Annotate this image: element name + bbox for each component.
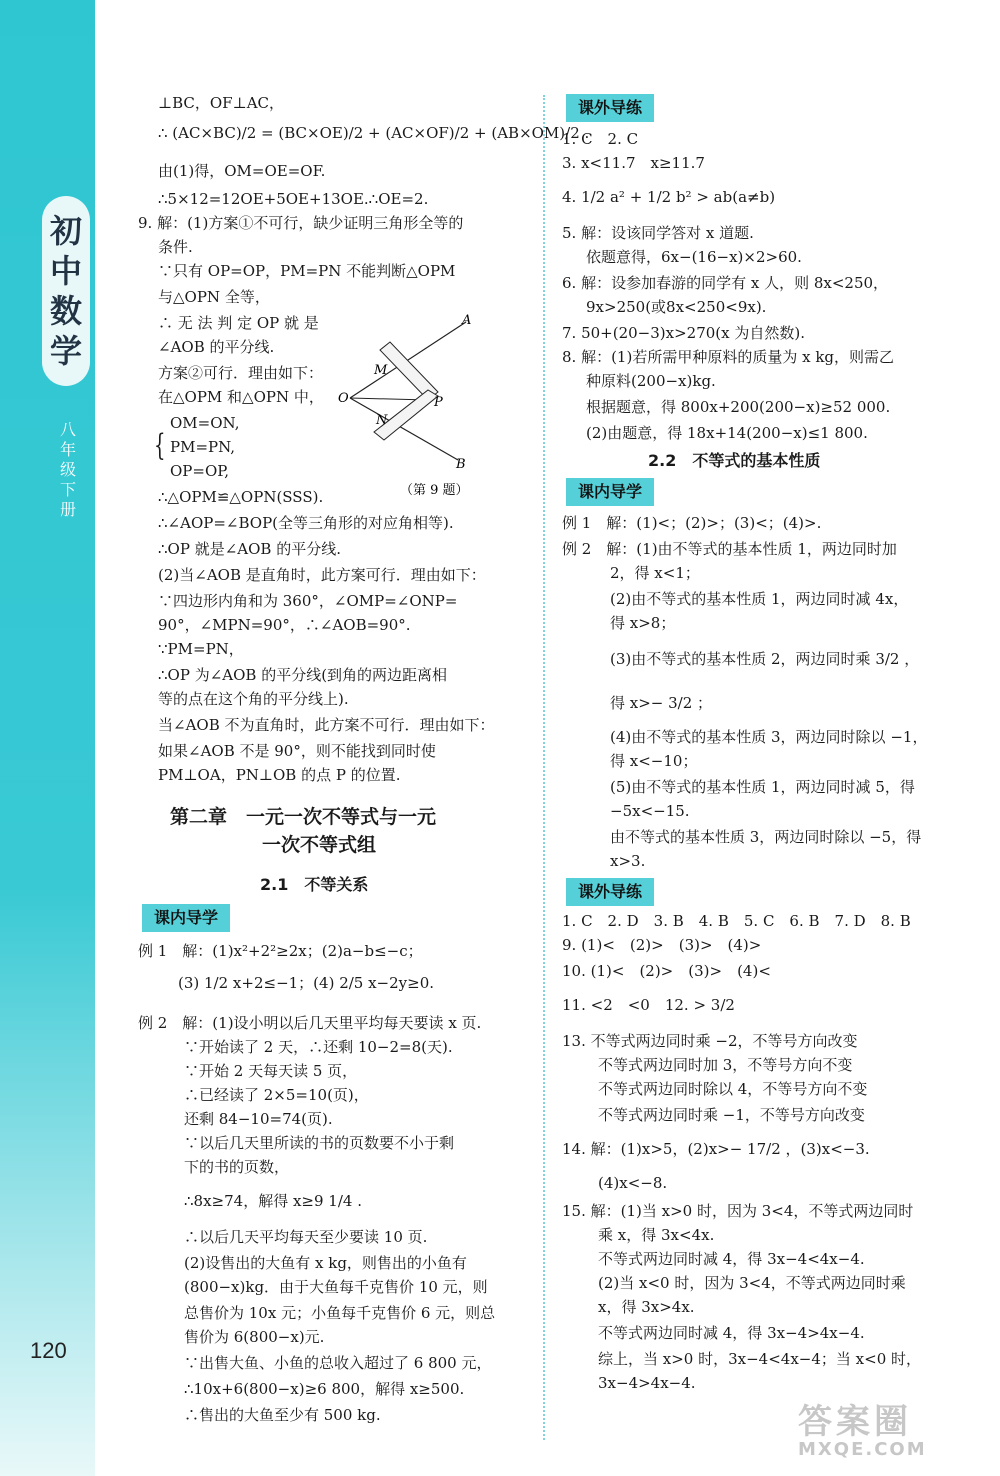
text-line: ∵只有 OP=OP，PM=PN 不能判断△OPM [158,262,456,280]
text-line: 1. C 2. D 3. B 4. B 5. C 6. B 7. D 8. B [562,912,911,930]
text-line: 种原料(200−x)kg. [586,372,716,390]
text-line: (2)由不等式的基本性质 1，两边同时减 4x， [610,590,909,608]
text-line: 例 1 解：(1)x²+2²≥2x；(2)a−b≤−c； [138,942,423,960]
brace: { [154,428,166,463]
text-line: 下的书的页数， [184,1158,290,1176]
section-tag: 课内导学 [566,478,654,506]
text-line: ∴ (AC×BC)/2 = (BC×OE)/2 + (AC×OF)/2 + (AB×OM)/2 . [158,124,590,142]
text-line: ∴OP 为∠AOB 的平分线(到角的两边距离相 [158,666,448,684]
text-line: ∴OP 就是∠AOB 的平分线. [158,540,341,558]
text-line: 9x>250(或8x<250<9x). [586,298,767,316]
text-line: (2)设售出的大鱼有 x kg，则售出的小鱼有 [184,1254,467,1272]
text-line: (4)x<−8. [598,1174,668,1192]
text-line: 3. x<11.7 x≥11.7 [562,154,705,172]
text-line: 例 1 解：(1)<；(2)>；(3)<；(4)>. [562,514,822,532]
text-line: 例 2 解：(1)设小明以后几天里平均每天要读 x 页. [138,1014,482,1032]
section-title: 2.1 不等关系 [260,875,369,894]
text-line: 1. C 2. C [562,130,639,148]
page-number: 120 [30,1338,67,1363]
watermark-logo [798,1404,988,1464]
text-line: (2)当 x<0 时，因为 3<4，不等式两边同时乘 [598,1274,906,1292]
grade-label: 八年级 下册 [59,420,76,519]
text-line: (800−x)kg．由于大鱼每千克售价 10 元，则 [184,1278,488,1296]
title-char: 学 [49,332,82,370]
section-tag: 课外导练 [566,94,654,122]
text-line: PM⊥OA，PN⊥OB 的点 P 的位置. [158,766,401,784]
text-line: 10. (1)< (2)> (3)> (4)< [562,962,771,980]
text-line: ∴已经读了 2×5=10(页)， [184,1086,369,1104]
text-line: 90°，∠MPN=90°，∴∠AOB=90°. [158,616,411,634]
text-line: ∵四边形内角和为 360°，∠OMP=∠ONP= [158,592,458,610]
section-tag: 课内导学 [142,904,230,932]
text-line: ∴∠AOP=∠BOP(全等三角形的对应角相等). [158,514,454,532]
text-line: (5)由不等式的基本性质 1，两边同时减 5，得 [610,778,915,796]
text-line: 售价为 6(800−x)元. [184,1328,325,1346]
text-line: 得 x<−10； [610,752,698,770]
text-line: ∴ 无 法 判 定 OP 就 是 [158,314,319,332]
text-line: 11. <2 <0 12. > 3/2 [562,996,735,1014]
text-line: 得 x>− 3/2 ； [610,694,713,712]
text-line: ∵以后几天里所读的书的页数要不小于剩 [184,1134,455,1152]
label-m: M [374,363,388,378]
text-line: 根据题意，得 800x+200(200−x)≥52 000. [586,398,891,416]
watermark-url: MXQE.COM [798,1439,927,1460]
chapter-title-2: 一次不等式组 [262,834,377,856]
label-b: B [456,457,466,472]
text-line: 还剩 84−10=74(页). [184,1110,333,1128]
text-line: OP=OP, [170,462,230,480]
text-line: 3x−4>4x−4. [598,1374,696,1392]
text-line: 总售价为 10x 元；小鱼每千克售价 6 元，则总 [184,1304,496,1322]
text-line: 4. 1/2 a² + 1/2 b² > ab(a≠b) [562,188,776,206]
label-o: O [338,391,349,406]
text-line: ∴10x+6(800−x)≥6 800，解得 x≥500. [184,1380,465,1398]
text-line: ∵开始 2 天每天读 5 页， [184,1062,358,1080]
text-line: ⊥BC，OF⊥AC， [158,94,285,112]
section-title: 2.2 不等式的基本性质 [648,451,821,470]
text-line: 不等式两边同时减 4，得 3x−4<4x−4. [598,1250,865,1268]
text-line: (3)由不等式的基本性质 2，两边同时乘 3/2 ， [610,650,920,668]
text-line: OM=ON, [170,414,240,432]
text-line: 条件. [158,238,193,256]
text-line: 不等式两边同时乘 −1，不等号方向改变 [598,1106,865,1124]
text-line: 乘 x，得 3x<4x. [598,1226,715,1244]
title-char: 初 [49,212,82,250]
text-line: ∴△OPM≌△OPN(SSS). [158,488,324,506]
chapter-title: 第二章 一元一次不等式与一元 [170,806,437,828]
text-line: PM=PN, [170,438,236,456]
text-line: 5. 解：设该同学答对 x 道题. [562,224,754,242]
text-line: 等的点在这个角的平分线上). [158,690,349,708]
text-line: 如果∠AOB 不是 90°，则不能找到同时使 [158,742,436,760]
text-line: 7. 50+(20−3)x>270(x 为自然数). [562,324,805,342]
column-divider [543,95,545,1440]
text-line: ∵PM=PN， [158,640,244,658]
figure-9 [338,310,538,500]
title-char: 数 [49,292,82,330]
text-line: x>3. [610,852,646,870]
text-line: 在△OPM 和△OPN 中， [158,388,324,406]
figure-caption: （第 9 题） [400,483,469,498]
text-line: 得 x>8； [610,614,676,632]
text-line: −5x<−15. [610,802,690,820]
text-line: ∠AOB 的平分线. [158,338,275,356]
text-line: 不等式两边同时除以 4，不等号方向不变 [598,1080,868,1098]
text-line: 8. 解：(1)若所需甲种原料的质量为 x kg，则需乙 [562,348,895,366]
text-line: (3) 1/2 x+2≤−1；(4) 2/5 x−2y≥0. [178,974,435,992]
text-line: 13. 不等式两边同时乘 −2，不等号方向改变 [562,1032,858,1050]
text-line: 综上，当 x>0 时，3x−4<4x−4；当 x<0 时， [598,1350,922,1368]
text-line: 15. 解：(1)当 x>0 时，因为 3<4，不等式两边同时 [562,1202,914,1220]
label-a: A [462,313,472,328]
text-line: (4)由不等式的基本性质 3，两边同时除以 −1， [610,728,928,746]
book-title [42,196,90,386]
ray-oa [350,322,466,398]
text-line: 不等式两边同时加 3，不等号方向不变 [598,1056,853,1074]
section-tag: 课外导练 [566,878,654,906]
watermark-text: 答案圈 [798,1402,912,1442]
text-line: 由不等式的基本性质 3，两边同时除以 −5，得 [610,828,922,846]
text-line: 14. 解：(1)x>5，(2)x>− 17/2 ，(3)x<−3. [562,1140,870,1158]
text-line: 2，得 x<1； [610,564,700,582]
label-n: N [376,413,388,428]
text-line: 例 2 解：(1)由不等式的基本性质 1，两边同时加 [562,540,897,558]
text-line: 6. 解：设参加春游的同学有 x 人，则 8x<250， [562,274,889,292]
text-line: 不等式两边同时减 4，得 3x−4>4x−4. [598,1324,865,1342]
label-p: P [434,395,443,410]
text-line: ∵开始读了 2 天，∴还剩 10−2=8(天). [184,1038,453,1056]
text-line: (2)由题意，得 18x+14(200−x)≤1 800. [586,424,868,442]
text-line: 与△OPN 全等， [158,288,270,306]
title-char: 中 [49,252,82,290]
text-line: ∴8x≥74，解得 x≥9 1/4 . [184,1192,362,1210]
text-line: 9. (1)< (2)> (3)> (4)> [562,936,762,954]
text-line: 当∠AOB 不为直角时，此方案不可行．理由如下： [158,716,495,734]
text-line: 方案②可行．理由如下： [158,364,324,382]
text-line: x，得 3x>4x. [598,1298,695,1316]
text-line: (2)当∠AOB 是直角时，此方案可行．理由如下： [158,566,486,584]
text-line: 9. 解：(1)方案①不可行，缺少证明三角形全等的 [138,214,464,232]
text-line: ∴售出的大鱼至少有 500 kg. [184,1406,381,1424]
text-line: ∴以后几天平均每天至少要读 10 页. [184,1228,428,1246]
text-line: ∵出售大鱼、小鱼的总收入超过了 6 800 元， [184,1354,492,1372]
text-line: ∴5×12=12OE+5OE+13OE.∴OE=2. [158,190,429,208]
text-line: 由(1)得，OM=OE=OF. [158,162,326,180]
text-line: 依题意得，6x−(16−x)×2>60. [586,248,802,266]
